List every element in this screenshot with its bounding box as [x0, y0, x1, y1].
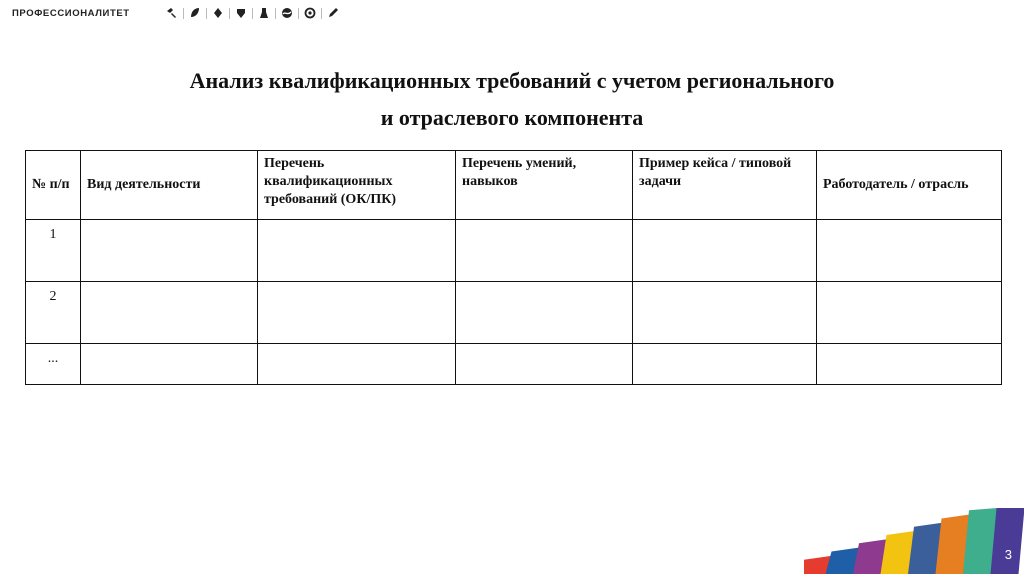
table-cell	[633, 220, 817, 282]
table-cell	[817, 282, 1002, 344]
header-cell-requirements: Перечень квалификационных требований (ОК/ПК)	[258, 151, 456, 220]
row-number-cell: 2	[26, 282, 81, 344]
table-cell	[81, 282, 258, 344]
gear-icon	[304, 7, 316, 19]
slide-title-line-1: Анализ квалификационных требований с учетом регионального	[189, 68, 835, 93]
table-cell	[817, 344, 1002, 385]
row-number-cell: ...	[26, 344, 81, 385]
decorative-stripes	[804, 508, 1024, 574]
table-header-row	[26, 151, 1002, 220]
slide-title	[0, 62, 1024, 136]
table-cell	[456, 344, 633, 385]
header-logo	[12, 4, 339, 22]
flask-icon	[258, 7, 270, 19]
table-cell	[258, 282, 456, 344]
table-cell	[81, 344, 258, 385]
table-cell	[81, 220, 258, 282]
divider	[321, 8, 322, 19]
table-cell	[633, 282, 817, 344]
divider	[252, 8, 253, 19]
table-cell	[258, 220, 456, 282]
table-cell	[633, 344, 817, 385]
header-cell-number: № п/п	[26, 151, 81, 220]
table-cell	[456, 282, 633, 344]
table-cell	[456, 220, 633, 282]
brand-icons	[166, 7, 339, 19]
header-cell-skills: Перечень умений, навыков	[456, 151, 633, 220]
divider	[229, 8, 230, 19]
page-number: 3	[1004, 547, 1012, 562]
slide-title-line-2: и отраслевого компонента	[380, 105, 644, 130]
divider	[298, 8, 299, 19]
pen-icon	[327, 7, 339, 19]
header-cell-case-example: Пример кейса / типовой задачи	[633, 151, 817, 220]
wave-icon	[281, 7, 293, 19]
header-cell-employer: Работодатель / отрасль	[817, 151, 1002, 220]
row-number-cell: 1	[26, 220, 81, 282]
divider	[206, 8, 207, 19]
divider	[183, 8, 184, 19]
table-row	[26, 282, 1002, 344]
shield-icon	[235, 7, 247, 19]
table-cell	[258, 344, 456, 385]
header-cell-activity: Вид деятельности	[81, 151, 258, 220]
leaf-icon	[189, 7, 201, 19]
table-row	[26, 344, 1002, 385]
table-row	[26, 220, 1002, 282]
requirements-table	[25, 150, 1002, 385]
drop-icon	[212, 7, 224, 19]
divider	[275, 8, 276, 19]
brand-wordmark: ПРОФЕССИОНАЛИТЕТ	[12, 7, 130, 19]
table-cell	[817, 220, 1002, 282]
hammer-icon	[166, 7, 178, 19]
